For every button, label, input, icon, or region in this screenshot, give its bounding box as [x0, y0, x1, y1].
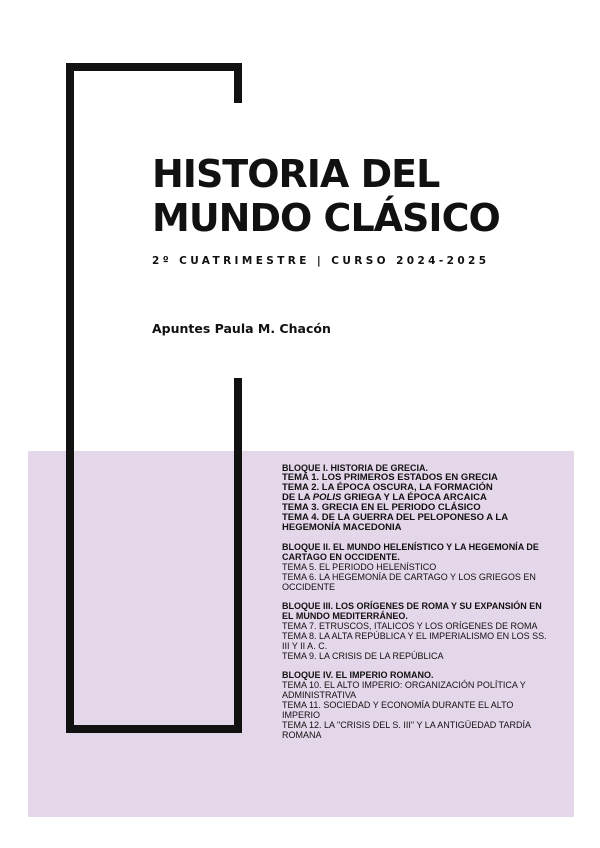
toc-topic — [282, 483, 550, 503]
toc-block-2 — [282, 542, 550, 592]
frame-bracket-top — [66, 63, 242, 71]
toc-topic: TEMA 3. GRECIA EN EL PERIODO CLÁSICO — [282, 502, 481, 513]
toc-topic: TEMA 4. DE LA GUERRA DEL PELOPONESO A LA HEGEMONÍA MACEDONIA — [282, 512, 508, 533]
toc-block-1 — [282, 463, 550, 533]
toc-topic: TEMA 12. LA "CRISIS DEL S. III" Y LA ANTIGÜEDAD TARDÍA ROMANA — [282, 720, 531, 740]
cover-title-line2: MUNDO CLÁSICO — [152, 196, 500, 240]
toc-block-heading: BLOQUE I. HISTORIA DE GRECIA. — [282, 463, 429, 473]
cover-author: Apuntes Paula M. Chacón — [152, 321, 331, 336]
toc-block-4 — [282, 670, 550, 740]
toc-topic: TEMA 9. LA CRISIS DE LA REPÚBLICA — [282, 651, 444, 661]
toc-topic: TEMA 1. LOS PRIMEROS ESTADOS EN GRECIA — [282, 472, 498, 483]
toc-topic: TEMA 7. ETRUSCOS, ITALICOS Y LOS ORÍGENES DE ROMA — [282, 621, 538, 631]
frame-bracket-left — [66, 63, 74, 733]
toc-topic-polis: POLIS — [312, 492, 342, 503]
cover-subtitle: 2º CUATRIMESTRE | CURSO 2024-2025 — [152, 255, 490, 267]
table-of-contents — [282, 463, 550, 749]
toc-block-3 — [282, 601, 550, 661]
toc-block-heading: BLOQUE II. EL MUNDO HELENÍSTICO Y LA HEGEMONÍA DE CARTAGO EN OCCIDENTE. — [282, 542, 539, 562]
toc-topic: TEMA 6. LA HEGEMONÍA DE CARTAGO Y LOS GRIEGOS EN OCCIDENTE — [282, 572, 536, 592]
frame-bracket-right-top — [234, 63, 242, 103]
toc-block-heading: BLOQUE IV. EL IMPERIO ROMANO. — [282, 670, 434, 680]
toc-topic: TEMA 10. EL ALTO IMPERIO: ORGANIZACIÓN POLÍTICA Y ADMINISTRATIVA — [282, 680, 526, 700]
frame-bracket-right-bottom — [234, 378, 242, 733]
toc-topic-continuation: GRIEGA Y LA ÉPOCA ARCAICA — [341, 492, 487, 503]
cover-title-line1: HISTORIA DEL — [152, 152, 440, 196]
toc-topic: TEMA 8. LA ALTA REPÚBLICA Y EL IMPERIALISMO EN LOS SS. III Y II A. C. — [282, 631, 547, 651]
toc-topic-continuation: DE LA — [282, 492, 313, 503]
toc-topic: TEMA 11. SOCIEDAD Y ECONOMÍA DURANTE EL ALTO IMPERIO — [282, 700, 514, 720]
cover-title — [152, 152, 500, 240]
toc-topic-line: TEMA 2. LA ÉPOCA OSCURA, LA FORMACIÓN — [282, 482, 493, 493]
toc-block-heading: BLOQUE III. LOS ORÍGENES DE ROMA Y SU EXPANSIÓN EN EL MUNDO MEDITERRÁNEO. — [282, 601, 542, 621]
toc-topic: TEMA 5. EL PERIODO HELENÍSTICO — [282, 562, 437, 572]
frame-bracket-bottom — [66, 725, 242, 733]
